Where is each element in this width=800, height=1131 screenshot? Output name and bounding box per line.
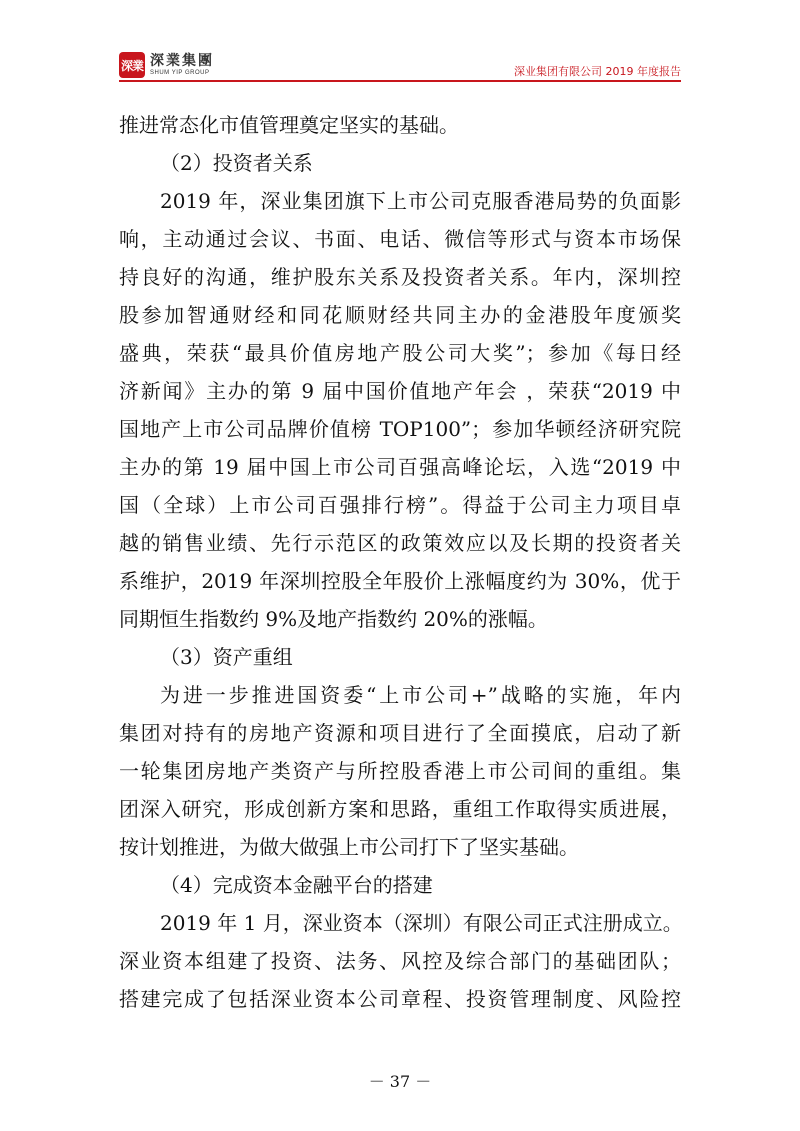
text-line: 团深入研究，形成创新方案和思路，重组工作取得实质进展， <box>119 797 681 821</box>
logo-english-name: SHUM YIP GROUP <box>150 70 210 76</box>
section-heading: （4）完成资本金融平台的搭建 <box>160 873 433 897</box>
text-line: 响，主动通过会议、书面、电话、微信等形式与资本市场保 <box>119 227 681 251</box>
text-line: 股参加智通财经和同花顺财经共同主办的金港股年度颁奖 <box>119 303 681 327</box>
text-line: 同期恒生指数约 9%及地产指数约 20%的涨幅。 <box>119 607 548 631</box>
text-line: 搭建完成了包括深业资本公司章程、投资管理制度、风险控 <box>119 987 681 1011</box>
report-title: 深业集团有限公司 2019 年度报告 <box>514 65 681 78</box>
section-heading: （3）资产重组 <box>160 645 293 669</box>
text-line: 推进常态化市值管理奠定坚实的基础。 <box>119 113 459 137</box>
text-line: 主办的第 19 届中国上市公司百强高峰论坛，入选“2019 中 <box>119 455 681 479</box>
text-line: 济新闻》主办的第 9 届中国价值地产年会 ，荣获“2019 中 <box>119 379 681 403</box>
header-divider <box>119 80 681 82</box>
text-line: 国（全球）上市公司百强排行榜”。得益于公司主力项目卓 <box>119 493 681 517</box>
text-line: 国地产上市公司品牌价值榜 TOP100”；参加华顿经济研究院 <box>119 417 681 441</box>
text-line: 2019 年，深业集团旗下上市公司克服香港局势的负面影 <box>160 189 681 213</box>
text-line: 盛典，荣获“最具价值房地产股公司大奖”；参加《每日经 <box>119 341 681 365</box>
text-line: 越的销售业绩、先行示范区的政策效应以及长期的投资者关 <box>119 531 681 555</box>
text-line: 2019 年 1 月，深业资本（深圳）有限公司正式注册成立。 <box>160 911 683 935</box>
text-line: 系维护，2019 年深圳控股全年股价上涨幅度约为 30%，优于 <box>119 569 681 593</box>
text-line: 深业资本组建了投资、法务、风控及综合部门的基础团队； <box>119 949 681 973</box>
logo-wordmark <box>150 54 214 76</box>
page-number: － 37 － <box>368 1072 432 1091</box>
company-logo <box>119 51 214 79</box>
section-heading: （2）投资者关系 <box>160 151 313 175</box>
text-line: 按计划推进，为做大做强上市公司打下了坚实基础。 <box>119 835 579 859</box>
text-line: 一轮集团房地产类资产与所控股香港上市公司间的重组。集 <box>119 759 681 783</box>
text-line: 持良好的沟通，维护股东关系及投资者关系。年内，深圳控 <box>119 265 681 289</box>
logo-seal-icon: 深業 <box>119 52 145 78</box>
text-line: 集团对持有的房地产资源和项目进行了全面摸底，启动了新 <box>119 721 681 745</box>
logo-chinese-name: 深業集團 <box>150 53 214 69</box>
text-line: 为进一步推进国资委“上市公司+”战略的实施，年内 <box>160 683 681 707</box>
